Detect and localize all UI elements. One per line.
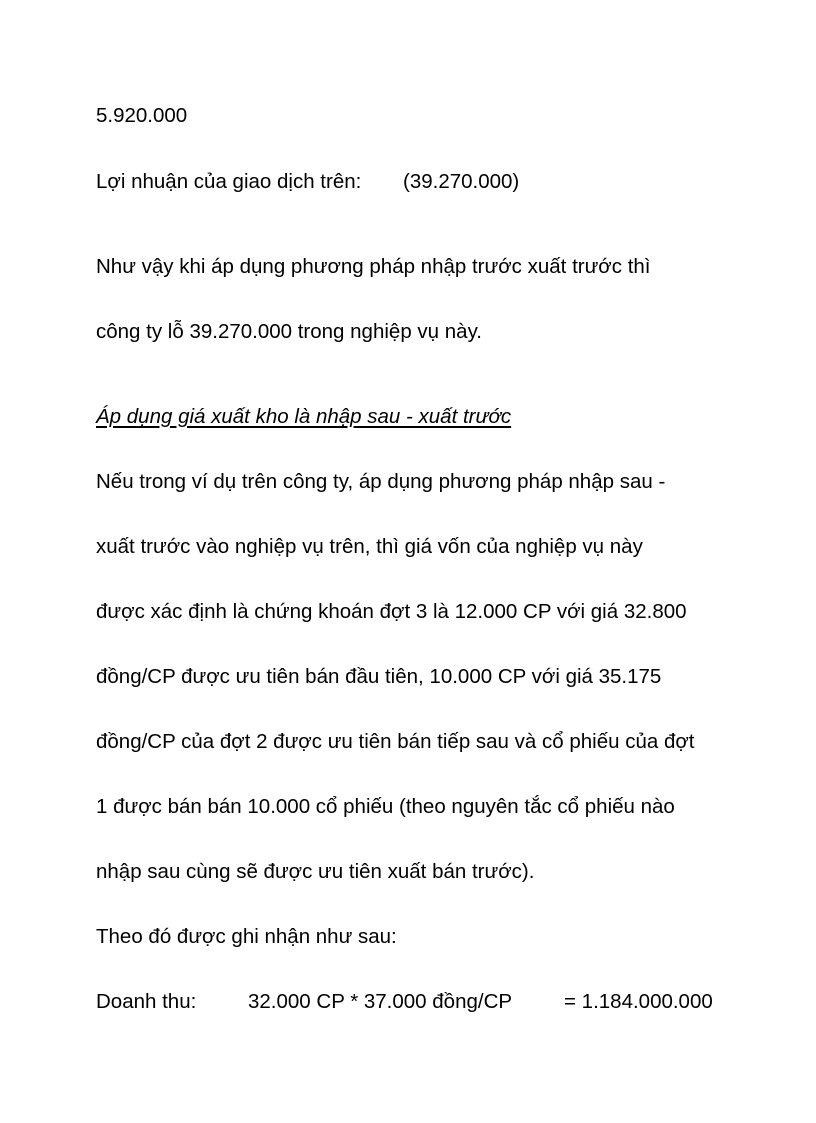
section-heading: Áp dụng giá xuất kho là nhập sau - xuất trước — [96, 405, 512, 428]
paragraph-line-5: đồng/CP của đợt 2 được ưu tiên bán tiếp sau và cổ phiếu của đợt — [96, 730, 695, 753]
profit-value: (39.270.000) — [403, 170, 520, 193]
recorded-intro: Theo đó được ghi nhận như sau: — [96, 925, 397, 948]
revenue-formula: 32.000 CP * 37.000 đồng/CP — [248, 990, 513, 1013]
paragraph-line-4: đồng/CP được ưu tiên bán đầu tiên, 10.000 CP với giá 35.175 — [96, 665, 662, 688]
paragraph-line-3: được xác định là chứng khoán đợt 3 là 12.000 CP với giá 32.800 — [96, 600, 687, 623]
paragraph-line-6: 1 được bán bán 10.000 cổ phiếu (theo nguyên tắc cổ phiếu nào — [96, 795, 675, 818]
revenue-label: Doanh thu: — [96, 990, 197, 1013]
amount-line: 5.920.000 — [96, 104, 188, 127]
conclusion-line-2: công ty lỗ 39.270.000 trong nghiệp vụ này. — [96, 320, 482, 343]
revenue-result: = 1.184.000.000 — [564, 990, 713, 1013]
conclusion-line-1: Như vậy khi áp dụng phương pháp nhập trước xuất trước thì — [96, 255, 651, 278]
paragraph-line-2: xuất trước vào nghiệp vụ trên, thì giá vốn của nghiệp vụ này — [96, 535, 643, 558]
profit-label: Lợi nhuận của giao dịch trên: — [96, 170, 362, 193]
paragraph-line-7: nhập sau cùng sẽ được ưu tiên xuất bán trước). — [96, 860, 535, 883]
paragraph-line-1: Nếu trong ví dụ trên công ty, áp dụng phương pháp nhập sau - — [96, 470, 666, 493]
